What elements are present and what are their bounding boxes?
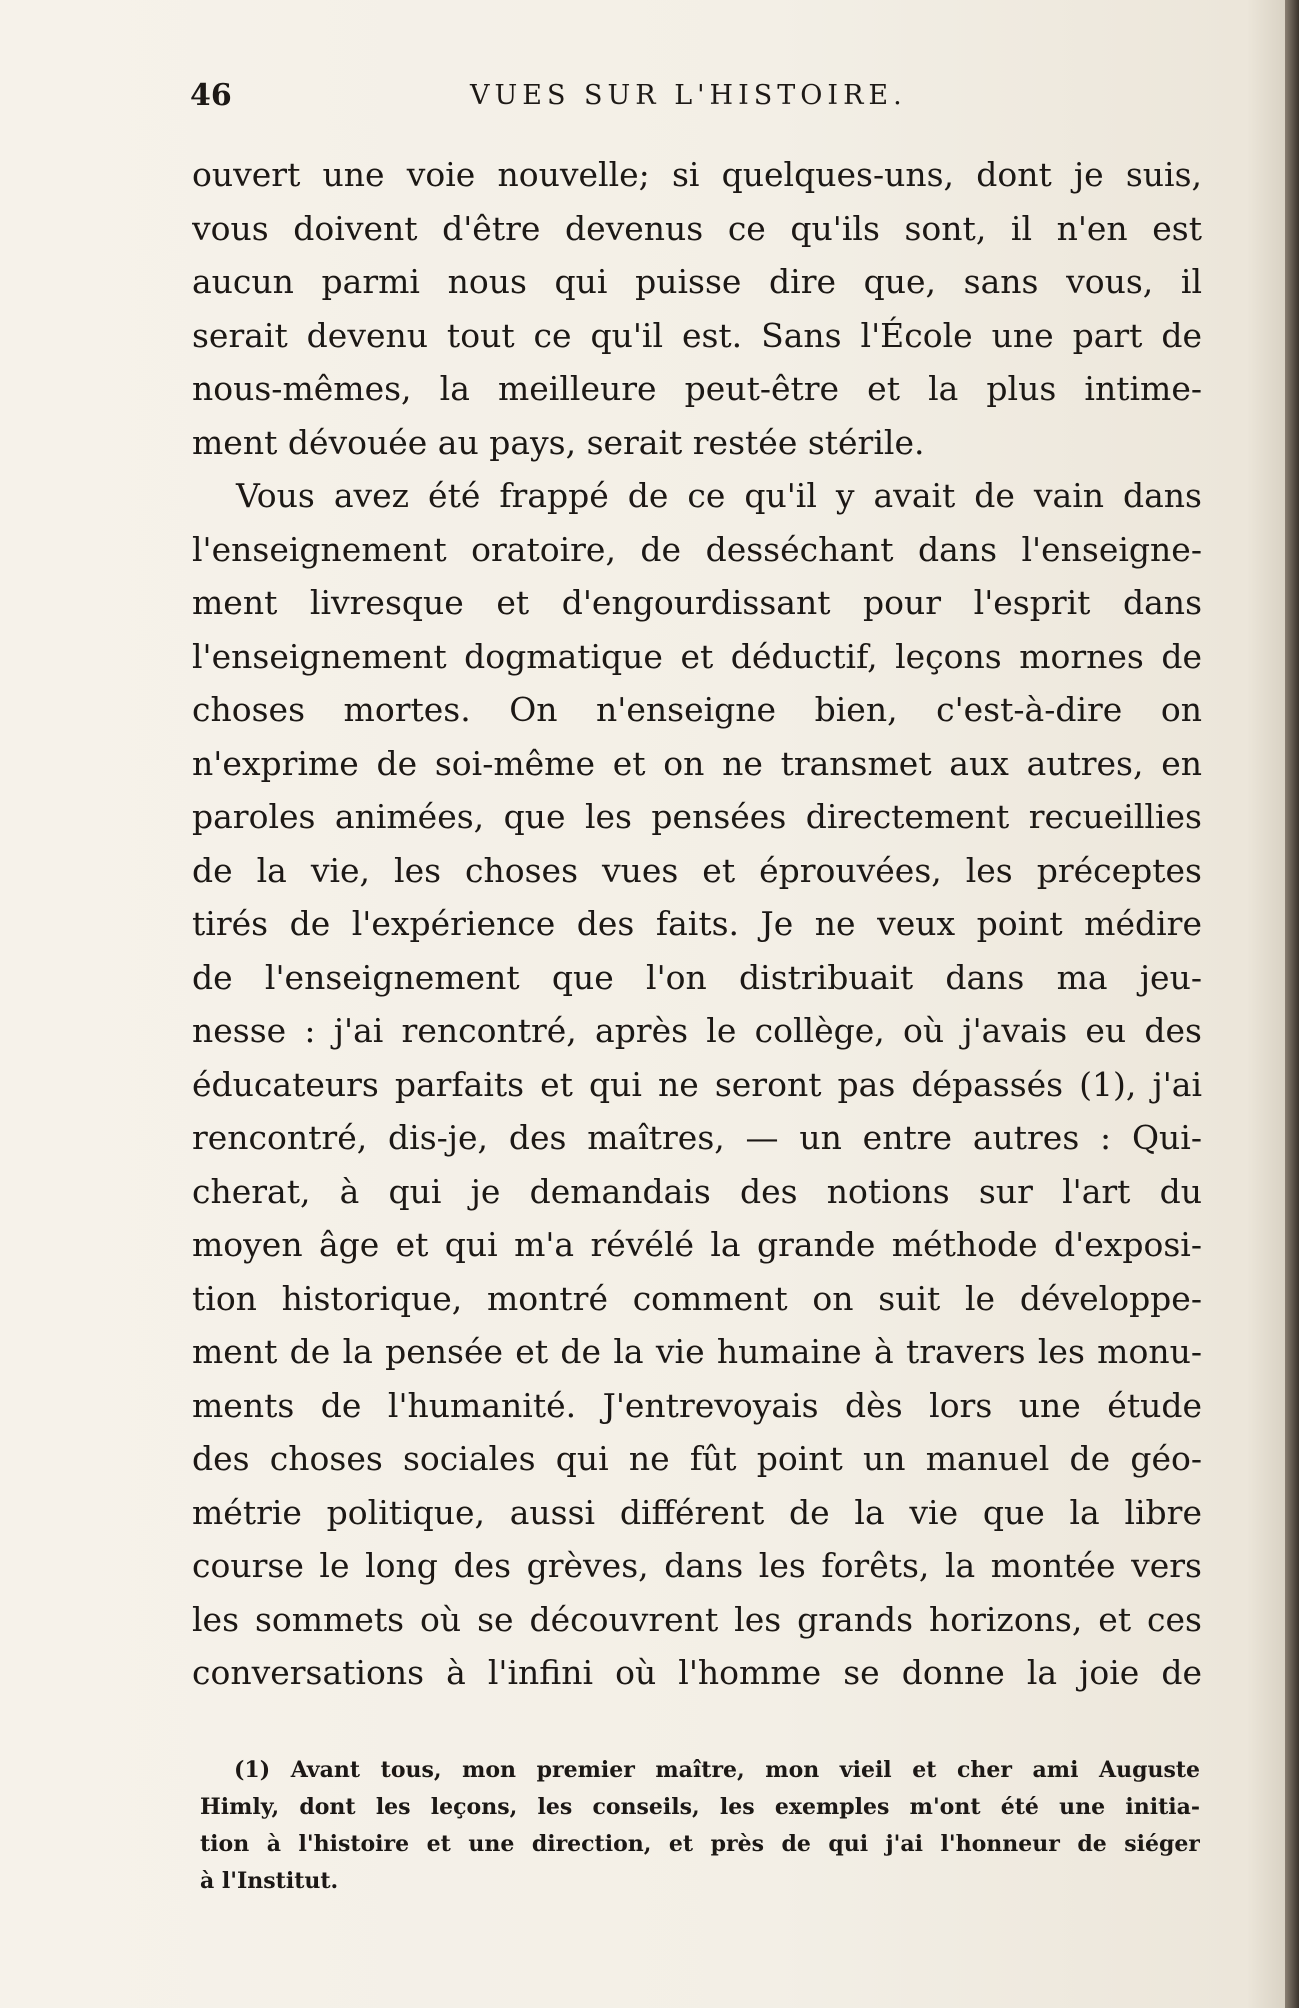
text-line: course le long des grèves, dans les forêts, la montée vers — [192, 1546, 1202, 1585]
footnote — [200, 1752, 1200, 1900]
text-line: de l'enseignement que l'on distribuait dans ma jeu- — [192, 957, 1202, 997]
text-line: paroles animées, que les pensées directement recueillies — [192, 797, 1202, 836]
text-line: tion historique, montré comment on suit le développe- — [192, 1278, 1202, 1318]
text-line: rencontré, dis-je, des maîtres, — un entre autres : Qui- — [192, 1118, 1202, 1157]
text-line: nesse : j'ai rencontré, après le collège, où j'avais eu des — [192, 1011, 1202, 1050]
text-line: des choses sociales qui ne fût point un manuel de géo- — [192, 1439, 1202, 1478]
text-line: conversations à l'infini où l'homme se donne la joie de — [192, 1653, 1202, 1692]
text-line: cherat, à qui je demandais des notions sur l'art du — [192, 1171, 1202, 1211]
running-title: VUES SUR L'HISTOIRE. — [470, 80, 907, 111]
text-line: aucun parmi nous qui puisse dire que, sans vous, il — [192, 262, 1202, 301]
text-line: tirés de l'expérience des faits. Je ne veux point médire — [192, 904, 1202, 943]
page-header — [190, 78, 1200, 118]
text-line: choses mortes. On n'enseigne bien, c'est-à-dire on — [192, 690, 1202, 729]
text-line: éducateurs parfaits et qui ne seront pas dépassés (1), j'ai — [192, 1064, 1202, 1104]
text-line: les sommets où se découvrent les grands horizons, et ces — [192, 1599, 1202, 1639]
text-line: moyen âge et qui m'a révélé la grande méthode d'exposi- — [192, 1225, 1202, 1264]
text-line: nous-mêmes, la meilleure peut-être et la plus intime- — [192, 369, 1202, 408]
text-line: Vous avez été frappé de ce qu'il y avait de vain dans — [236, 476, 1202, 515]
footnote-line: Himly, dont les leçons, les conseils, les exemples m'ont été une initia- — [200, 1794, 1200, 1820]
paragraph-1 — [192, 148, 1202, 469]
footnote-line: (1) Avant tous, mon premier maître, mon vieil et cher ami Auguste — [234, 1757, 1200, 1783]
text-line: ment livresque et d'engourdissant pour l'esprit dans — [192, 583, 1202, 622]
text-line: ments de l'humanité. J'entrevoyais dès lors une étude — [192, 1385, 1202, 1425]
text-line: ment de la pensée et de la vie humaine à travers les monu- — [192, 1332, 1202, 1371]
body-text — [192, 148, 1202, 1700]
footnote-line: à l'Institut. — [200, 1868, 339, 1894]
text-line: n'exprime de soi-même et on ne transmet aux autres, en — [192, 743, 1202, 783]
text-line: l'enseignement dogmatique et déductif, leçons mornes de — [192, 636, 1202, 676]
text-line: ment dévouée au pays, serait restée stérile. — [192, 422, 925, 462]
footnote-line: tion à l'histoire et une direction, et près de qui j'ai l'honneur de siéger — [200, 1831, 1200, 1857]
text-line: de la vie, les choses vues et éprouvées, les préceptes — [192, 850, 1202, 890]
text-line: métrie politique, aussi différent de la vie que la libre — [192, 1492, 1202, 1532]
text-line: ouvert une voie nouvelle; si quelques-uns, dont je suis, — [192, 155, 1202, 194]
paragraph-2 — [192, 469, 1202, 1700]
text-line: serait devenu tout ce qu'il est. Sans l'École une part de — [192, 315, 1202, 355]
page-number: 46 — [190, 78, 232, 113]
text-line: l'enseignement oratoire, de desséchant dans l'enseigne- — [192, 529, 1202, 569]
text-line: vous doivent d'être devenus ce qu'ils sont, il n'en est — [192, 208, 1202, 248]
book-edge — [1285, 0, 1299, 2008]
